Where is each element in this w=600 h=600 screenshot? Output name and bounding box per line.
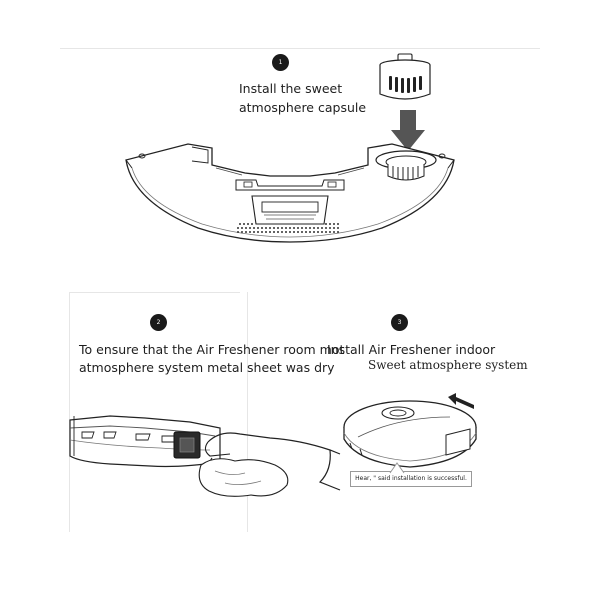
step-3-caption-line-1: Install Air Freshener indoor (327, 342, 496, 357)
step-2-badge: 2 (150, 314, 167, 331)
callout-pointer (390, 463, 404, 473)
insert-arrow-icon (448, 393, 474, 411)
step-3-panel (320, 295, 560, 535)
step-3-caption-line-2: Sweet atmosphere system (368, 358, 528, 372)
step-2-caption-line-1: To ensure that the Air Freshener room mot (79, 342, 345, 357)
step-1-caption-line-2: atmosphere capsule (239, 100, 367, 115)
step-1-caption-line-1: Install the sweet (239, 81, 343, 96)
step-1-panel (0, 0, 600, 290)
step-1-badge: 1 (272, 54, 289, 71)
step-2-panel (70, 295, 345, 535)
success-callout-text: Hear, " said installation is successful. (355, 475, 467, 482)
capsule-icon (378, 52, 438, 104)
dust-bin-icon (120, 120, 460, 255)
bottom-left-divider (70, 292, 240, 293)
cloth-icon (195, 455, 295, 500)
step-2-caption-line-2: atmosphere system metal sheet was dry (79, 360, 335, 375)
step-3-badge: 3 (391, 314, 408, 331)
success-callout (350, 471, 472, 487)
